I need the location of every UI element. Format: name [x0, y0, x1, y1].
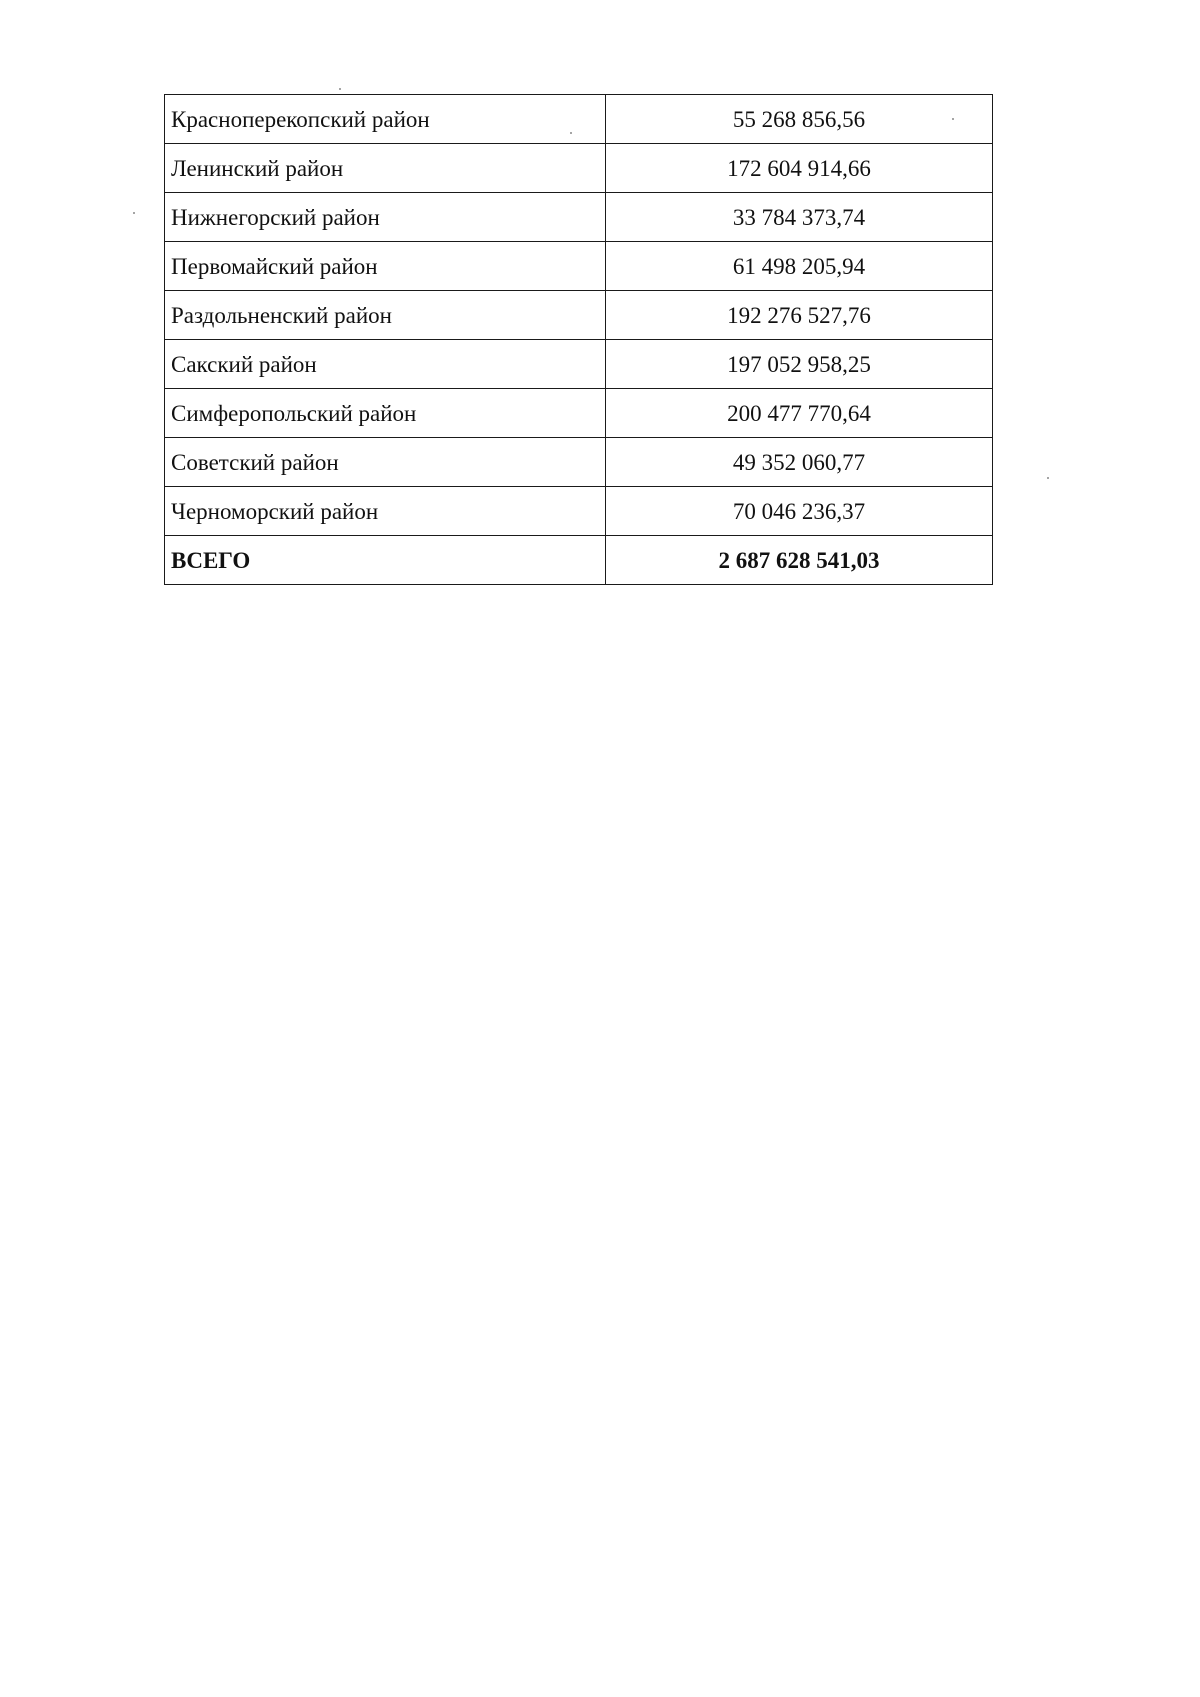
district-amount: 61 498 205,94 [606, 242, 993, 291]
table-row [165, 144, 993, 193]
scan-speck [339, 88, 341, 90]
allocation-table [164, 94, 993, 585]
district-amount: 197 052 958,25 [606, 340, 993, 389]
total-row [165, 536, 993, 585]
district-amount: 33 784 373,74 [606, 193, 993, 242]
table-row [165, 291, 993, 340]
scan-speck [1047, 477, 1049, 479]
district-name: Черноморский район [165, 487, 606, 536]
allocation-table-container [164, 94, 986, 585]
table-row [165, 389, 993, 438]
district-name: Советский район [165, 438, 606, 487]
table-row [165, 340, 993, 389]
district-amount: 70 046 236,37 [606, 487, 993, 536]
district-amount: 192 276 527,76 [606, 291, 993, 340]
district-name: Нижнегорский район [165, 193, 606, 242]
table-row [165, 193, 993, 242]
district-amount: 172 604 914,66 [606, 144, 993, 193]
district-amount: 49 352 060,77 [606, 438, 993, 487]
district-name: Сакский район [165, 340, 606, 389]
table-row [165, 95, 993, 144]
district-name: Раздольненский район [165, 291, 606, 340]
total-amount: 2 687 628 541,03 [606, 536, 993, 585]
table-row [165, 242, 993, 291]
district-name: Ленинский район [165, 144, 606, 193]
table-row [165, 438, 993, 487]
scan-speck [133, 212, 135, 214]
district-amount: 55 268 856,56 [606, 95, 993, 144]
district-name: Симферопольский район [165, 389, 606, 438]
table-row [165, 487, 993, 536]
district-name: Первомайский район [165, 242, 606, 291]
district-name: Красноперекопский район [165, 95, 606, 144]
total-label: ВСЕГО [165, 536, 606, 585]
district-amount: 200 477 770,64 [606, 389, 993, 438]
